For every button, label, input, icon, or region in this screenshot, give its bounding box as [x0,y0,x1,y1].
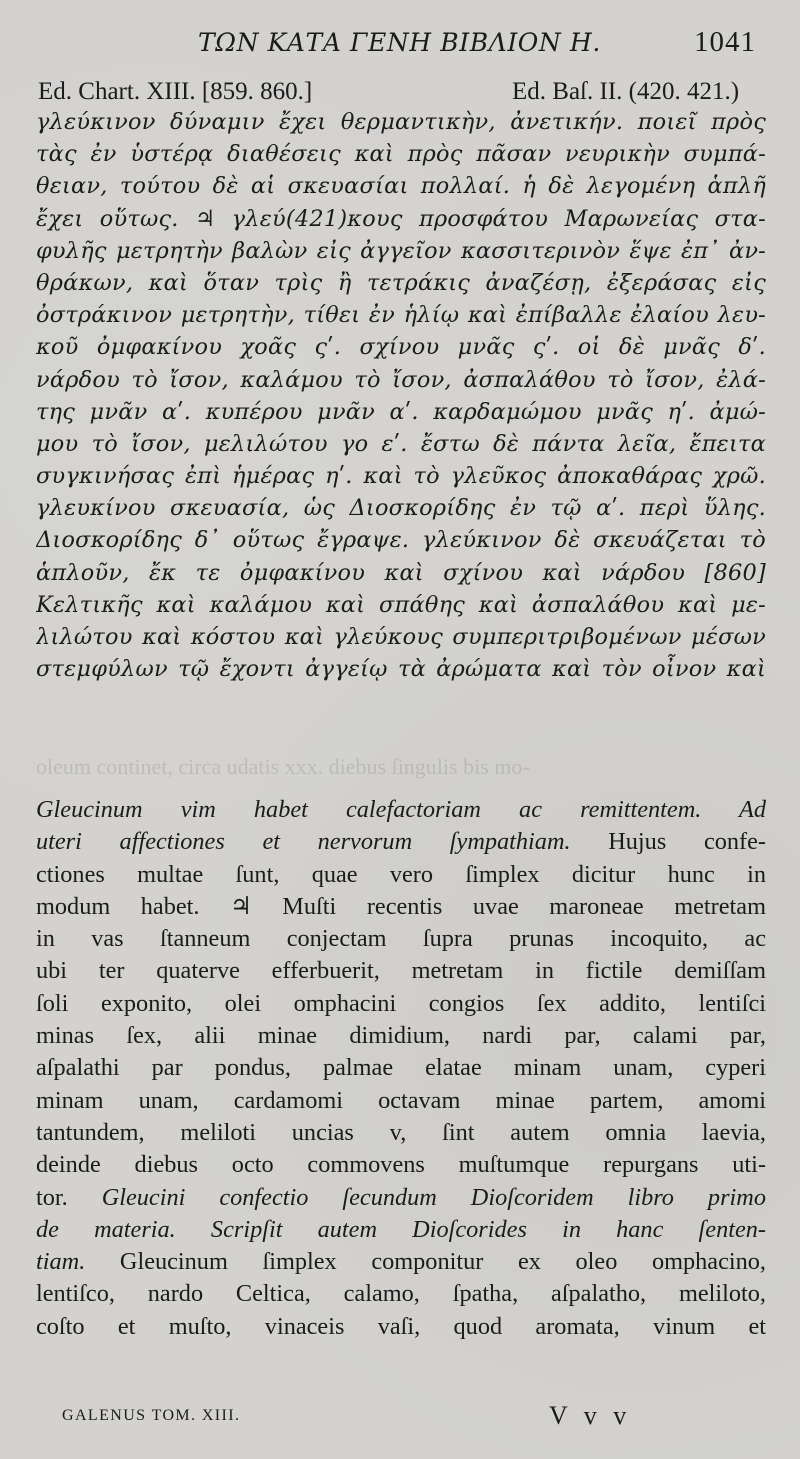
greek-text-line: ὀστράκινον μετρητὴν, τίθει ἐν ἡλίῳ καὶ ἐπίβαλλε ἐλαίου λευ- [36,302,766,329]
greek-text-line: θράκων, καὶ ὅταν τρὶς ἢ τετράκις ἀναζέσῃ, ἐξεράσας εἰς [36,269,766,296]
printer-signature: GALENUS TOM. XIII. [62,1407,241,1424]
latin-text-line [36,1246,766,1278]
latin-text-line [36,988,766,1020]
latin-roman-segment: Hujus confe- [570,828,766,856]
latin-roman-segment: coſto et muſto, vinaceis vaſi, quod aromata, vinum et [36,1312,766,1340]
latin-roman-segment: aſpalathi par pondus, palmae elatae minam unam, cyperi [36,1054,766,1082]
latin-text-line [36,1052,766,1084]
latin-text-line [36,891,766,923]
latin-text-line [36,1182,766,1214]
latin-text-line [36,826,766,858]
page-header [0,28,800,60]
latin-text-line [36,1214,766,1246]
greek-text-line: μου τὸ ἴσον, μελιλώτου γο εʹ. ἔστω δὲ πάντα λεῖα, ἔπειτα [36,430,766,457]
latin-roman-segment: in vas ſtanneum conjectam ſupra prunas incoquito, ac [36,925,766,953]
latin-roman-segment: Gleucinum ſimplex componitur ex oleo omphacino, [85,1248,766,1276]
greek-text-line: στεμφύλων τῷ ἔχοντι ἀγγείῳ τὰ ἀρώματα καὶ τὸν οἶνον καὶ [36,656,766,683]
greek-text-line: λιλώτου καὶ κόστου καὶ γλεύκους συμπεριτριβομένων μέσων [36,624,766,650]
latin-text-column [36,794,766,1343]
greek-text-line: θειαν, τούτου δὲ αἱ σκευασίαι πολλαί. ἡ δὲ λεγομένη ἁπλῆ [36,173,766,200]
latin-text-line [36,1278,766,1310]
greek-text-line: της μνᾶν αʹ. κυπέρου μνᾶν αʹ. καρδαμώμου μνᾶς ηʹ. ἀμώ- [36,398,766,425]
sheet-mark: V v v [549,1401,632,1430]
latin-roman-segment: modum habet. ♃ Muſti recentis uvae maroneae metretam [36,892,766,920]
page-footer [0,1403,800,1433]
latin-italic-segment: Gleucini confectio ſecundum Dioſcoridem libro primo [101,1183,766,1211]
latin-roman-segment: deinde diebus octo commovens muſtumque repurgans uti- [36,1151,766,1179]
latin-roman-segment: ubi ter quaterve efferbuerit, metretam in fictile demiſſam [36,957,766,985]
greek-text-column [36,106,766,685]
greek-text-line: γλεύκινον δύναμιν ἔχει θερμαντικὴν, ἀνετικήν. ποιεῖ πρὸς [36,109,766,135]
latin-text-line [36,1020,766,1052]
latin-roman-segment: tantundem, meliloti uncias v, ſint autem omnia laevia, [36,1118,766,1146]
running-title: ΤΩΝ ΚΑΤΑ ΓΕΝΗ ΒΙΒΛΙΟΝ Η. [198,28,601,57]
greek-text-line: ἁπλοῦν, ἔκ τε ὀμφακίνου καὶ σχίνου καὶ νάρδου [860] [36,559,766,586]
greek-text-line: Κελτικῆς καὶ καλάμου καὶ σπάθης καὶ ἀσπαλάθου καὶ με- [36,591,766,618]
latin-text-line [36,955,766,987]
edition-references [0,78,800,106]
edition-chartier: Ed. Chart. XIII. [859. 860.] [38,78,313,105]
latin-roman-segment: minam unam, cardamomi octavam minae partem, amomi [36,1086,766,1114]
latin-text-line [36,794,766,826]
bleed-through-text: oleum continet, circa udatis xxx. diebus ſingulis bis mo- [36,754,530,779]
greek-text-line: νάρδου τὸ ἴσον, καλάμου τὸ ἴσον, ἀσπαλάθου τὸ ἴσον, ἐλά- [36,366,766,393]
latin-roman-segment: minas ſex, alii minae dimidium, nardi par, calami par, [36,1022,766,1050]
edition-basel: Ed. Baſ. II. (420. 421.) [512,78,740,105]
greek-text-line: Διοσκορίδης δ᾽ οὕτως ἔγραψε. γλεύκινον δὲ σκευάζεται τὸ [36,527,766,554]
latin-italic-segment: Gleucinum vim habet calefactoriam ac remittentem. Ad [36,796,766,823]
latin-text-line [36,859,766,891]
latin-roman-segment: lentiſco, nardo Celtica, calamo, ſpatha, aſpalatho, meliloto, [36,1280,766,1308]
greek-text-line: ἔχει οὕτως. ♃ γλεύ(421)κους προσφάτου Μαρωνείας στα- [36,205,766,232]
greek-text-line: τὰς ἐν ὑστέρᾳ διαθέσεις καὶ πρὸς πᾶσαν νευρικὴν συμπά- [36,141,766,168]
latin-italic-segment: uteri affectiones et nervorum ſympathiam. [36,828,571,856]
greek-text-line: γλευκίνου σκευασία, ὡς Διοσκορίδης ἐν τῷ αʹ. περὶ ὕλης. [36,495,766,522]
latin-italic-segment: tiam. [36,1248,86,1276]
latin-italic-segment: de materia. Scripſit autem Dioſcorides in hanc ſenten- [36,1215,766,1243]
latin-text-line [36,1085,766,1117]
latin-text-line [36,1117,766,1149]
page-number: 1041 [694,26,756,58]
greek-text-line: κοῦ ὀμφακίνου χοᾶς ςʹ. σχίνου μνᾶς ςʹ. οἱ δὲ μνᾶς δʹ. [36,334,766,361]
latin-text-line [36,923,766,955]
greek-text-line: φυλῆς μετρητὴν βαλὼν εἰς ἀγγεῖον κασσιτερινὸν ἕψε ἐπ᾽ ἀν- [36,237,766,264]
latin-text-line [36,1311,766,1343]
greek-text-line: συγκινήσας ἐπὶ ἡμέρας ηʹ. καὶ τὸ γλεῦκος ἀποκαθάρας χρῶ. [36,463,766,490]
latin-roman-segment: ctiones multae ſunt, quae vero ſimplex dicitur hunc in [36,860,766,888]
latin-text-line [36,1149,766,1181]
latin-roman-segment: tor. [36,1183,102,1211]
latin-roman-segment: ſoli exponito, olei omphacini congios ſex addito, lentiſci [36,989,766,1017]
